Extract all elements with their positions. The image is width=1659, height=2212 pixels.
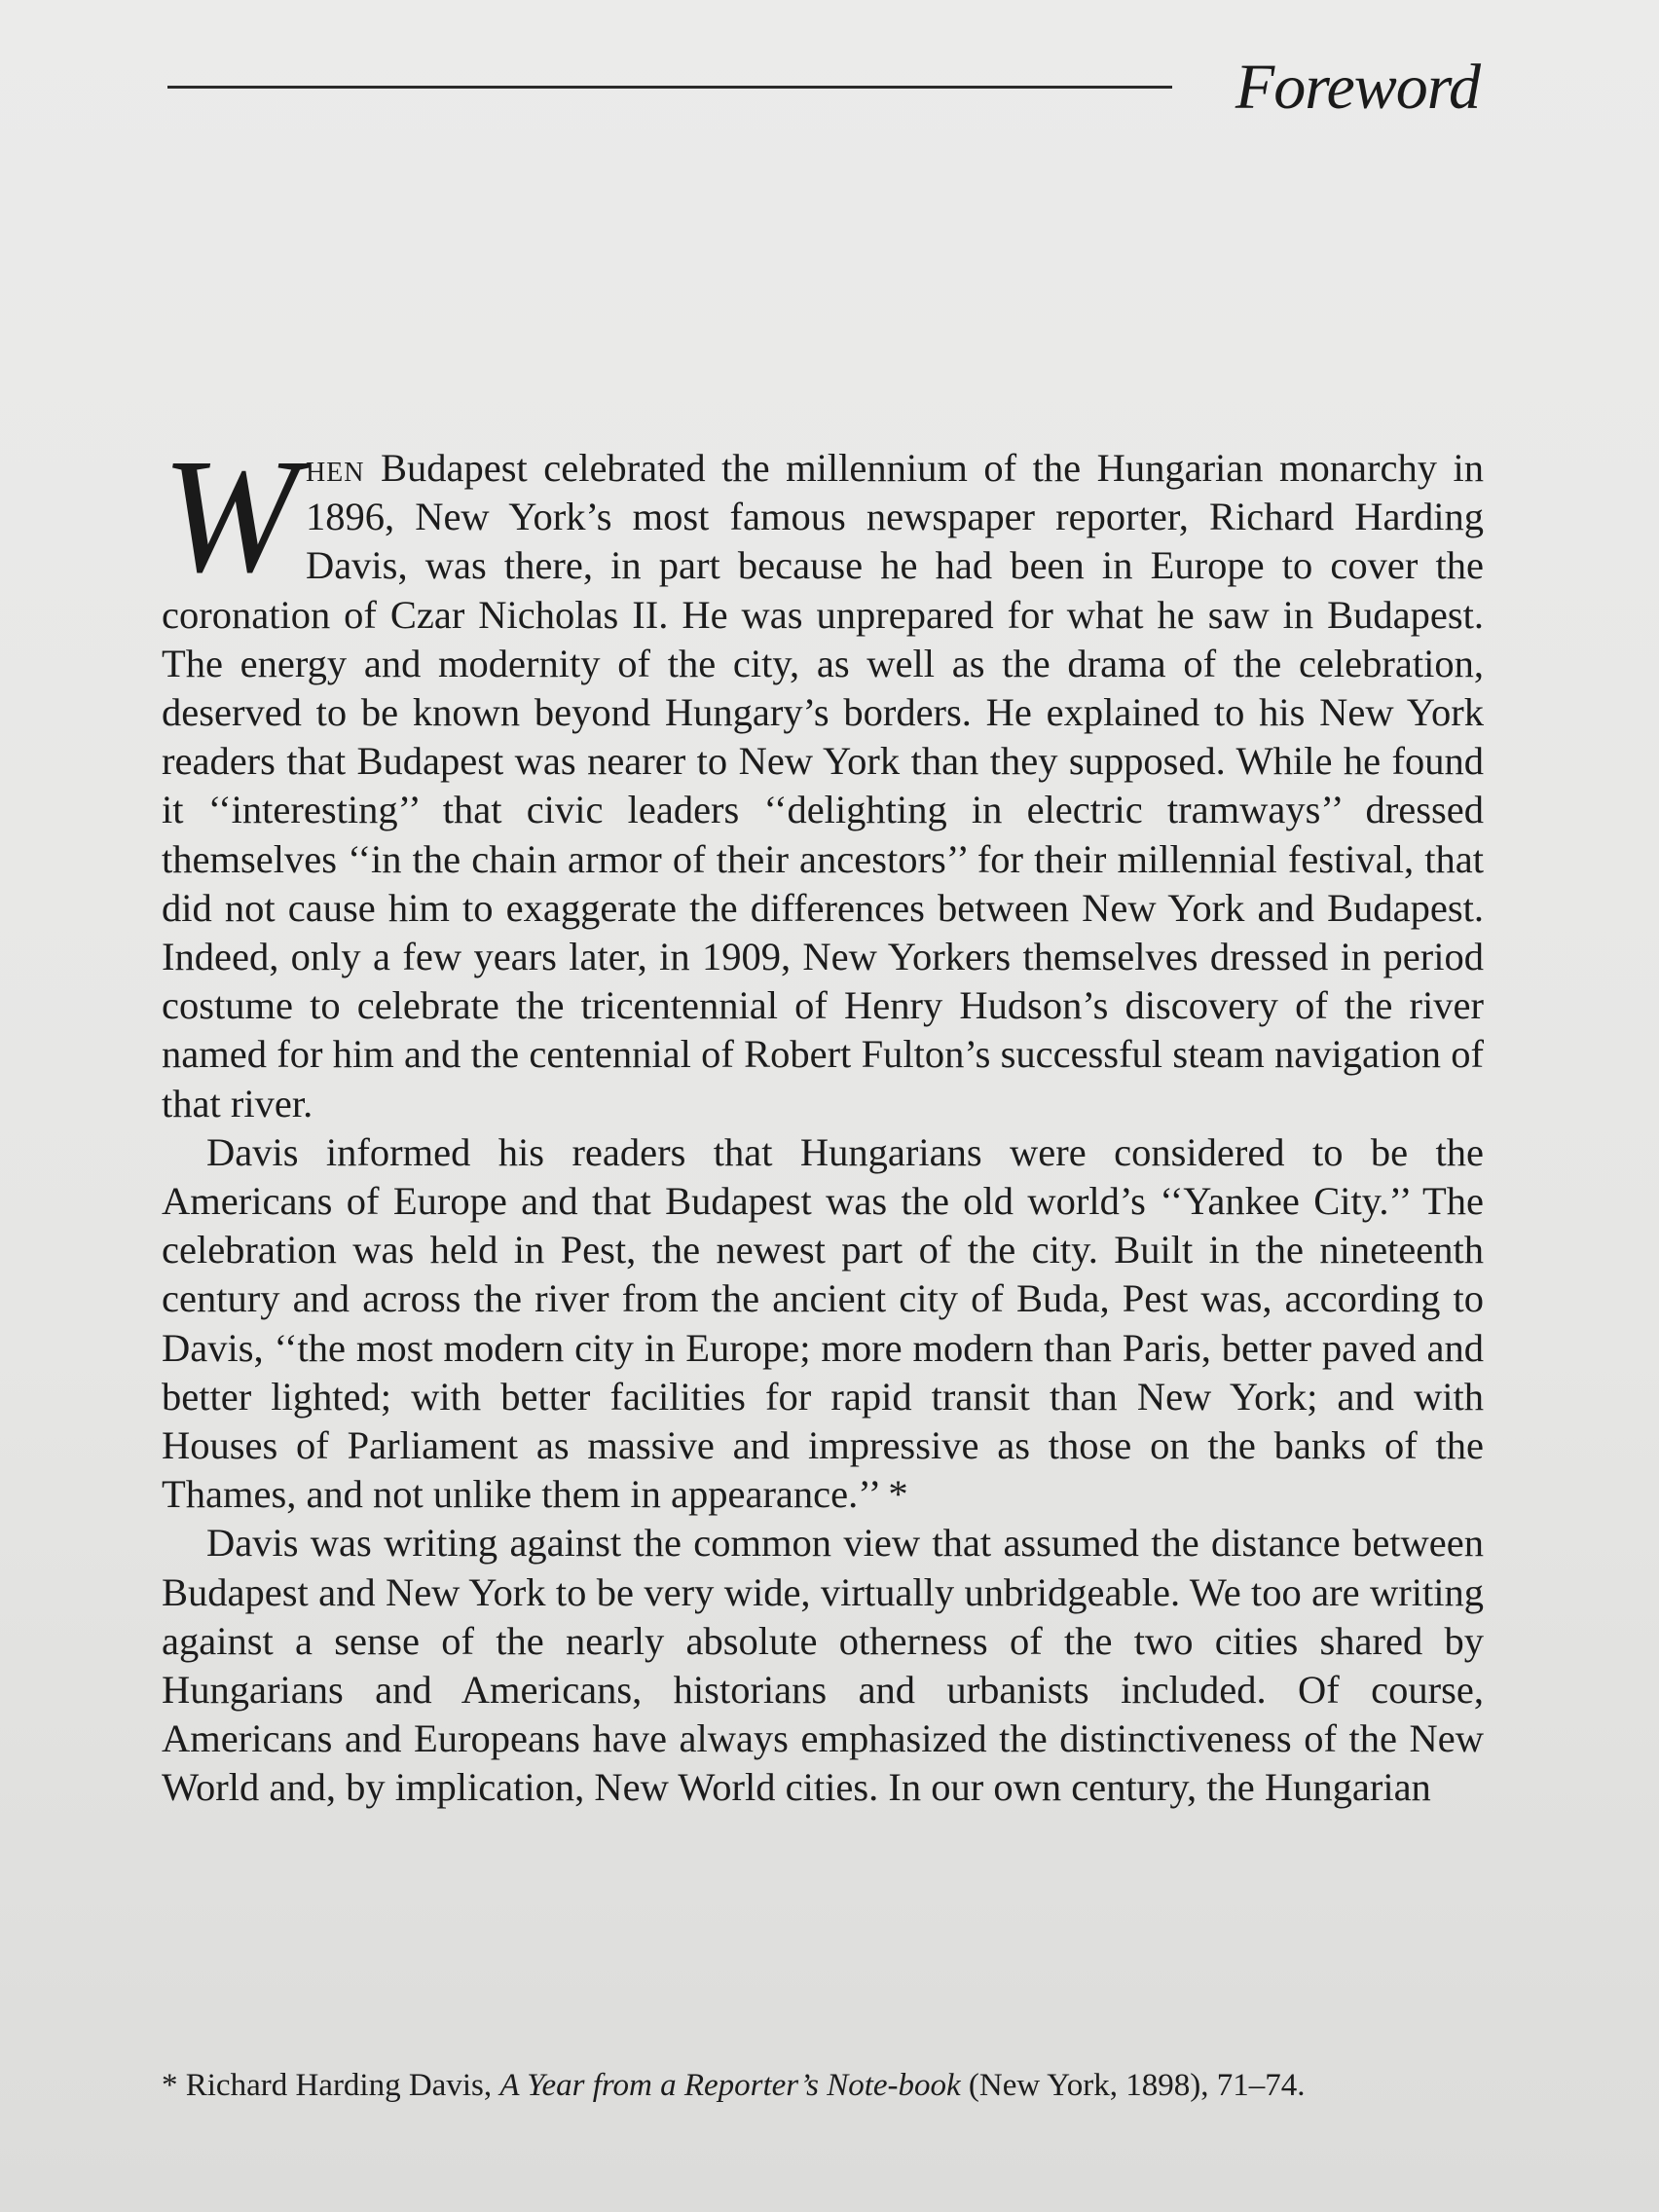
drop-cap: W <box>162 425 298 607</box>
footnote-marker: * <box>162 2068 186 2103</box>
footnote <box>162 2062 1484 2109</box>
footnote-author: Richard Harding Davis, <box>185 2068 500 2103</box>
header-rule <box>167 86 1172 89</box>
paragraph-2: Davis informed his readers that Hungarians were considered to be the Americans of Europe and that Budapest was the old world’s ‘‘Yankee City.’’ The celebration was held in Pest, the newest part of the city. Built in the nineteenth century and across the river from the ancient city of Buda, Pest was, according to Davis, ‘‘the most modern city in Europe; more modern than Paris, better paved and better lighted; with better facilities for rapid transit than New York; and with Houses of Parliament as massive and impressive as those on the banks of the Thames, and not unlike them in appearance.’’ * <box>162 1129 1484 1517</box>
footnote-publication: (New York, 1898), 71–74. <box>960 2068 1306 2103</box>
chapter-title: Foreword <box>1235 52 1480 123</box>
lead-in-smallcaps: hen <box>305 446 365 490</box>
footnote-book-title: A Year from a Reporter’s Note-book <box>499 2068 961 2103</box>
paragraph-1 <box>162 425 1484 1128</box>
paragraph-3: Davis was writing against the common view that assumed the distance between Budapest and New York to be very wide, virtually unbridgeable. We too are writing against a sense of the nearly absolute otherness of the two cities shared by Hungarians and Americans, historians and urbanists included. Of course, Americans and Europeans have always emphasized the distinctiveness of the New World and, by implication, New World cities. In our own century, the Hungarian <box>162 1521 1484 1810</box>
body-text <box>162 425 1484 1813</box>
paragraph-1-text: Budapest celebrated the millennium of the Hungarian monarchy in 1896, New York’s most famous newspaper reporter, Richard Harding Davis, was there, in part because he had been in Europe to cover the coronation of Czar Nicholas II. He was unprepared for what he saw in Budapest. The energy and modernity of the city, as well as the drama of the celebration, deserved to be known beyond Hungary’s borders. He explained to his New York readers that Budapest was nearer to New York than they supposed. While he found it ‘‘interesting’’ that civic leaders ‘‘delighting in electric tramways’’ dressed themselves ‘‘in the chain armor of their ancestors’’ for their millennial festival, that did not cause him to exaggerate the differences between New York and Budapest. Indeed, only a few years later, in 1909, New Yorkers themselves dressed in period costume to celebrate the tricentennial of Henry Hudson’s discovery of the river named for him and the centennial of Robert Fulton’s successful steam navigation of that river. <box>162 446 1484 1125</box>
